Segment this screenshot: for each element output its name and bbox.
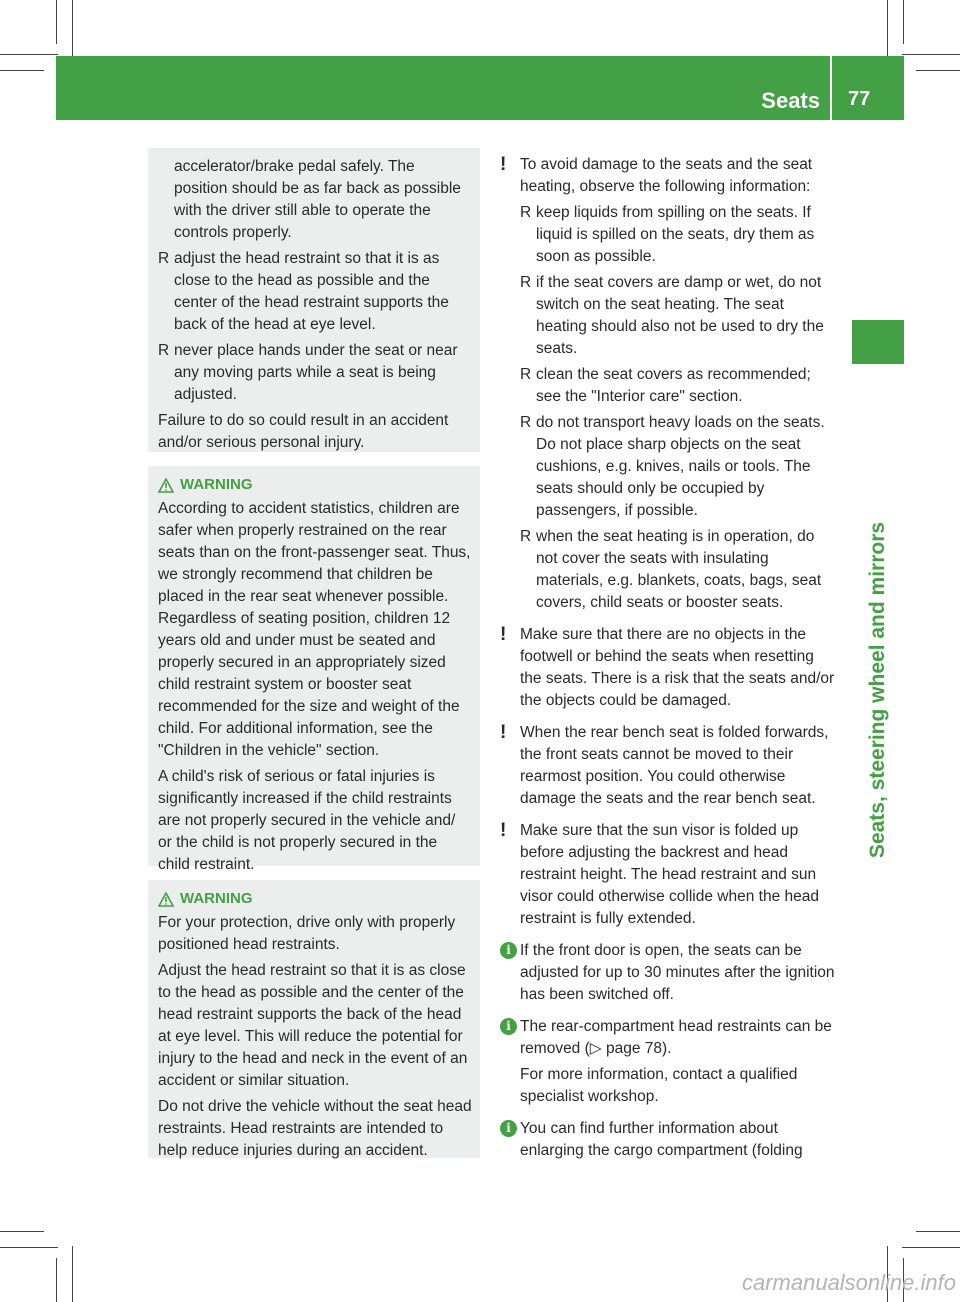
crop-mark — [0, 54, 58, 55]
crop-mark — [0, 1231, 44, 1232]
caution-icon: ! — [500, 624, 507, 645]
crop-mark — [0, 70, 44, 71]
info-icon: i — [500, 1018, 517, 1035]
bullet-mark: R — [520, 414, 532, 431]
warning-label: WARNING — [180, 890, 253, 907]
list-item-text: clean the seat covers as recommended; see the "Interior care" section. — [536, 366, 811, 405]
caution-icon: ! — [500, 820, 507, 841]
crop-mark — [916, 70, 960, 71]
info-icon: i — [500, 942, 517, 959]
caution-icon: ! — [500, 154, 507, 175]
info-note — [500, 1118, 836, 1162]
note-text: For more information, contact a qualified specialist workshop. — [520, 1066, 798, 1105]
list-item — [158, 340, 472, 406]
caution-note — [500, 820, 836, 930]
crop-mark — [0, 1247, 58, 1248]
warning-triangle-icon — [158, 478, 174, 493]
page-number: 77 — [848, 88, 871, 110]
crop-mark — [902, 54, 960, 55]
note-text: You can find further information about enlarging the cargo compartment (folding — [520, 1120, 803, 1159]
caution-note — [500, 722, 836, 810]
note-text: When the rear bench seat is folded forwards, the front seats cannot be moved to their rearmost position. You could otherwise damage the seats and the rear bench seat. — [520, 724, 829, 807]
caution-note — [500, 624, 836, 712]
warning-text: A child's risk of serious or fatal injuries is significantly increased if the child restraints are not properly secured in the vehicle and/ or the child is not properly secured in the child restraint. — [158, 768, 456, 873]
warning-text: Do not drive the vehicle without the seat head restraints. Head restraints are intended to help reduce injuries during an accident. — [158, 1098, 472, 1159]
info-note — [500, 940, 836, 1006]
warning-header — [158, 888, 472, 910]
warning-text: For your protection, drive only with properly positioned head restraints. — [158, 914, 456, 953]
note-text: The rear-compartment head restraints can be removed (▷ page 78). — [520, 1018, 832, 1057]
crop-mark — [916, 1231, 960, 1232]
bullet-mark: R — [158, 250, 170, 267]
list-item — [520, 272, 836, 360]
note-text: Make sure that the sun visor is folded up before adjusting the backrest and head restraint height. The head restraint and sun visor could otherwise collide when the head restraint is fully extended. — [520, 822, 819, 927]
continued-text: accelerator/brake pedal safely. The position should be as far back as possible with the driver still able to operate the controls properly. — [174, 158, 461, 241]
caution-icon: ! — [500, 722, 507, 743]
note-text: Make sure that there are no objects in the footwell or behind the seats when resetting the seats. There is a risk that the seats and/or the objects could be damaged. — [520, 626, 835, 709]
bullet-mark: R — [520, 528, 532, 545]
list-item — [520, 202, 836, 268]
list-item-text: keep liquids from spilling on the seats. If liquid is spilled on the seats, dry them as soon as possible. — [536, 204, 815, 265]
info-icon: i — [500, 1120, 517, 1137]
right-column — [500, 154, 836, 1172]
side-tab-label: Seats, steering wheel and mirrors — [866, 521, 889, 859]
info-note — [500, 1016, 836, 1108]
bullet-mark: R — [158, 342, 170, 359]
warning-box — [148, 466, 480, 873]
section-title: Seats — [761, 88, 820, 113]
warning-text: According to accident statistics, children are safer when properly restrained on the rear seats than on the front-passenger seat. Thus, we strongly recommend that children be placed in the rear seat whenever possible. Regardless of seating position, children 12 years old and under must be seated and properly secured in an appropriately sized child restraint system or booster seat recommended for the size and weight of the child. For additional information, see the "Children in the vehicle" section. — [158, 500, 471, 759]
header-divider — [830, 56, 832, 120]
note-text: If the front door is open, the seats can be adjusted for up to 30 minutes after the ignition has been switched off. — [520, 942, 835, 1003]
side-tab — [852, 320, 904, 364]
warning-label: WARNING — [180, 476, 253, 493]
bullet-mark: R — [520, 204, 532, 221]
crop-mark — [56, 0, 57, 44]
list-item — [520, 412, 836, 522]
list-item-text: if the seat covers are damp or wet, do not switch on the seat heating. The seat heating should also not be used to dry the seats. — [536, 274, 824, 357]
crop-mark — [903, 0, 904, 44]
crop-mark — [902, 1247, 960, 1248]
warning-text: Adjust the head restraint so that it is as close to the head as possible and the center of the head restraint supports the back of the head at eye level. This will reduce the potential for injury to the head and neck in the event of an accident or similar situation. — [158, 962, 468, 1089]
list-item-text: when the seat heating is in operation, do not cover the seats with insulating materials, e.g. blankets, coats, bags, seat covers, child seats or booster seats. — [536, 528, 822, 611]
caution-note — [500, 154, 836, 614]
bullet-mark: R — [520, 366, 532, 383]
warning-box — [148, 880, 480, 1158]
list-item — [158, 248, 472, 336]
list-item — [520, 526, 836, 614]
list-item-text: adjust the head restraint so that it is as close to the head as possible and the center of the head restraint supports the back of the head at eye level. — [174, 250, 449, 333]
list-item-text: never place hands under the seat or near any moving parts while a seat is being adjusted. — [174, 342, 458, 403]
warning-triangle-icon — [158, 892, 174, 907]
watermark: carmanualsonline.info — [741, 1270, 956, 1295]
note-text: To avoid damage to the seats and the seat heating, observe the following information: — [520, 156, 813, 195]
bullet-mark: R — [520, 274, 532, 291]
warning-header — [158, 474, 472, 496]
failure-text: Failure to do so could result in an accident and/or serious personal injury. — [158, 412, 449, 451]
crop-mark — [72, 0, 73, 56]
list-item — [520, 364, 836, 408]
crop-mark — [887, 0, 888, 56]
list-item-text: do not transport heavy loads on the seats. Do not place sharp objects on the seat cushions, e.g. knives, nails or tools. The seats should only be occupied by passengers, if possible. — [536, 414, 825, 519]
warning-continuation-box — [148, 148, 480, 452]
